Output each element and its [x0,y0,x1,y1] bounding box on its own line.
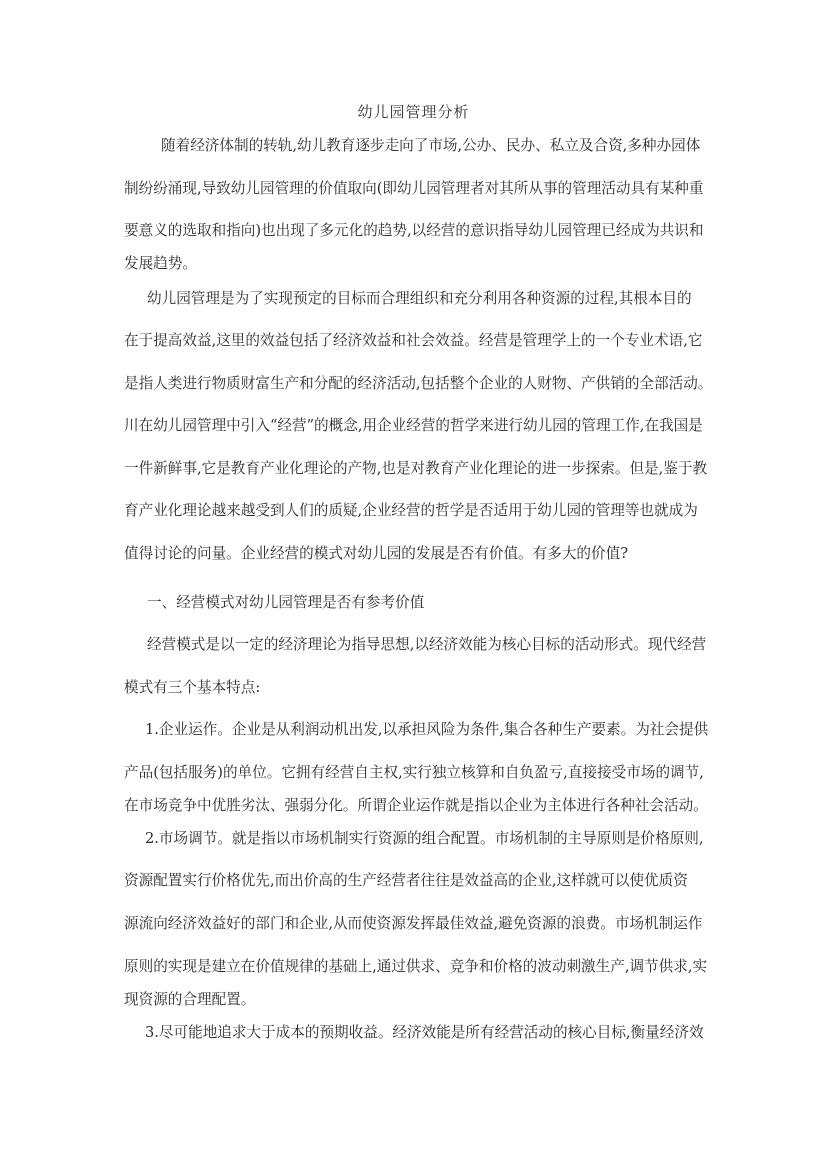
paragraph-line: 源流向经济效益好的部门和企业,从而使资源发挥最佳效益,避免资源的浪费。市场机制运作 [124,915,703,932]
paragraph-line: 1.企业运作。企业是从利润动机出发,以承担风险为条件,集合各种生产要素。为社会提供 [145,721,709,738]
paragraph-line: 在于提高效益,这里的效益包括了经济效益和社会效益。经营是管理学上的一个专业术语,它 [124,332,703,349]
paragraph-line: 模式有三个基本特点: [124,679,261,696]
paragraph-line: 川在幼儿园管理中引入“经营”的概念,用企业经营的哲学来进行幼儿园的管理工作,在我国是 [124,417,703,434]
paragraph-line: 一件新鲜事,它是教育产业化理论的产物,也是对教育产业化理论的进一步探索。但是,鉴于教 [124,460,708,477]
paragraph-line: 随着经济体制的转轨,幼儿教育逐步走向了市场,公办、民办、私立及合资,多种办园体 [161,137,701,154]
paragraph-line: 资源配置实行价格优先,而出价高的生产经营者往往是效益高的企业,这样就可以使优质资 [124,872,688,889]
document-title: 幼儿园管理分析 [357,103,470,121]
paragraph-line: 幼儿园管理是为了实现预定的目标而合理组织和充分利用各种资源的过程,其根本目的 [147,290,692,307]
paragraph-line: 制纷纷涌现,导致幼儿园管理的价值取向(即幼儿园管理者对其所从事的管理活动具有某种重 [124,180,704,197]
paragraph-line: 发展趋势。 [124,255,197,272]
section-heading: 一、经营模式对幼儿园管理是否有参考价值 [147,594,425,611]
paragraph-line: 产品(包括服务)的单位。它拥有经营自主权,实行独立核算和自负盈亏,直接接受市场的调节, [124,764,704,781]
paragraph-line: 育产业化理论越来越受到人们的质疑,企业经营的哲学是否适用于幼儿园的管理等也就成为 [124,502,698,519]
paragraph-line: 经营模式是以一定的经济理论为指导思想,以经济效能为核心目标的活动形式。现代经营 [147,636,707,653]
paragraph-line: 2.市场调节。就是指以市场机制实行资源的组合配置。市场机制的主导原则是价格原则, [145,830,704,847]
paragraph-line: 在市场竞争中优胜劣汰、强弱分化。所谓企业运作就是指以企业为主体进行各种社会活动。 [124,797,708,814]
paragraph-line: 要意义的选取和指向)也出现了多元化的趋势,以经营的意识指导幼儿园管理已经成为共识和 [124,222,704,239]
paragraph-line: 原则的实现是建立在价值规律的基础上,通过供求、竞争和价格的波动刺激生产,调节供求,实 [124,958,708,975]
paragraph-line: 3.尽可能地追求大于成本的预期收益。经济效能是所有经营活动的核心目标,衡量经济效 [145,1024,704,1041]
paragraph-line: 值得讨论的问量。企业经营的模式对幼儿园的发展是否有价值。有多大的价值? [124,545,629,562]
paragraph-line: 是指人类进行物质财富生产和分配的经济活动,包括整个企业的人财物、产供销的全部活动。 [124,375,713,392]
paragraph-line: 现资源的合理配置。 [124,991,256,1008]
